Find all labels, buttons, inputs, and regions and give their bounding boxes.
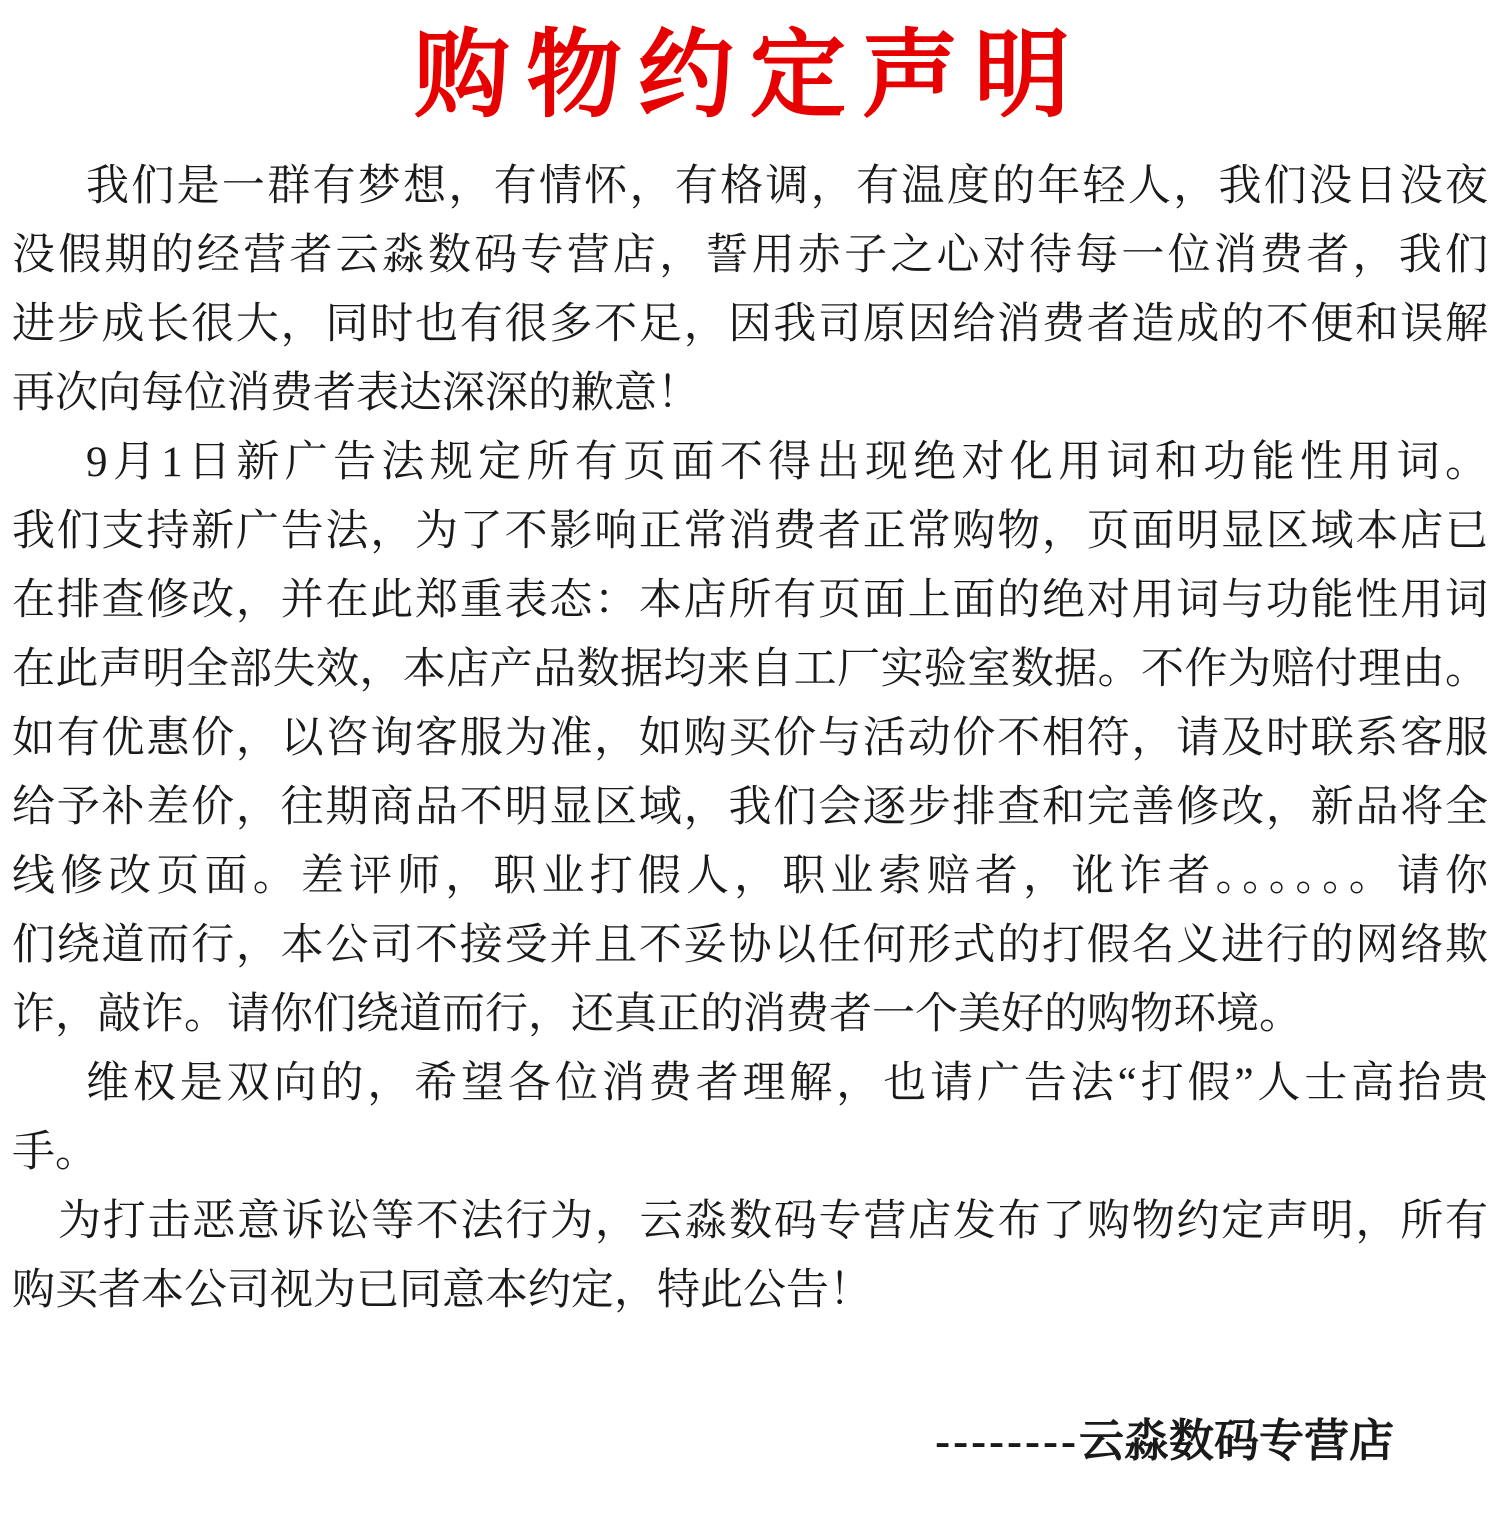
body-line: 没假期的经营者云淼数码专营店，誓用赤子之心对待每一位消费者，我们	[12, 232, 1488, 279]
body-line: 9月1日新广告法规定所有页面不得出现绝对化用词和功能性用词。	[86, 439, 1488, 486]
body-line: 我们支持新广告法，为了不影响正常消费者正常购物，页面明显区域本店已	[12, 508, 1488, 555]
body-line: 为打击恶意诉讼等不法行为，云淼数码专营店发布了购物约定声明，所有	[58, 1198, 1488, 1245]
body-line: 购买者本公司视为已同意本约定，特此公告！	[12, 1267, 872, 1314]
store-name: 云淼数码专营店	[1078, 1416, 1394, 1466]
body-line: 们绕道而行，本公司不接受并且不妥协以任何形式的打假名义进行的网络欺	[12, 922, 1488, 969]
body-line: 线修改页面。差评师，职业打假人，职业索赔者，讹诈者。。。。。。请你	[12, 853, 1488, 900]
signature-dashes: --------	[935, 1416, 1079, 1466]
body-line: 在此声明全部失效，本店产品数据均来自工厂实验室数据。不作为赔付理由。	[12, 646, 1488, 693]
body-line: 如有优惠价，以咨询客服为准，如购买价与活动价不相符，请及时联系客服	[12, 715, 1488, 762]
page-title: 购物约定声明	[414, 22, 1086, 129]
body-line: 维权是双向的，希望各位消费者理解，也请广告法“打假”人士高抬贵	[86, 1060, 1488, 1107]
body-line: 给予补差价，往期商品不明显区域，我们会逐步排查和完善修改，新品将全	[12, 784, 1488, 831]
body-line: 诈，敲诈。请你们绕道而行，还真正的消费者一个美好的购物环境。	[12, 991, 1302, 1038]
store-signature	[0, 1407, 1500, 1476]
body-line: 手。	[12, 1129, 98, 1176]
body-line: 在排查修改，并在此郑重表态：本店所有页面上面的绝对用词与功能性用词	[12, 577, 1488, 624]
statement-body	[0, 152, 1500, 1325]
body-line: 再次向每位消费者表达深深的歉意！	[12, 370, 700, 417]
body-line: 我们是一群有梦想，有情怀，有格调，有温度的年轻人，我们没日没夜	[86, 163, 1488, 210]
body-line: 进步成长很大，同时也有很多不足，因我司原因给消费者造成的不便和误解	[12, 301, 1488, 348]
